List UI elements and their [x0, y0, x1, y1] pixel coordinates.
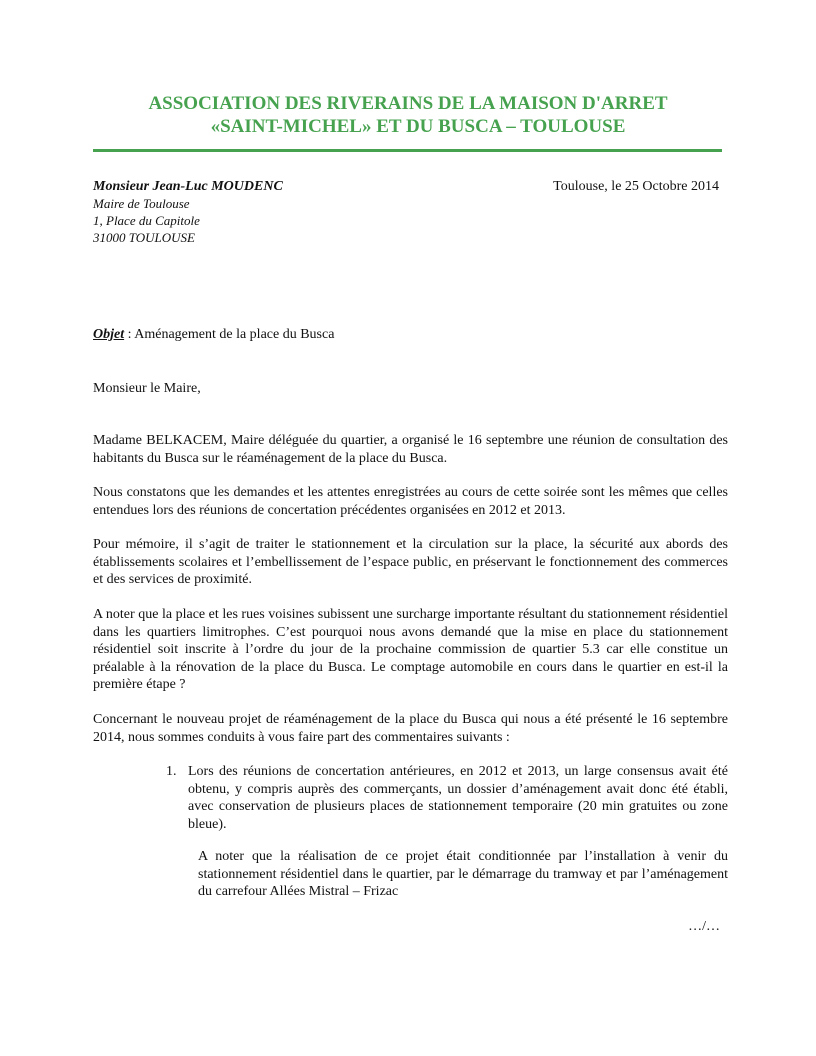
indented-note: A noter que la réalisation de ce projet était conditionnée par l’installation à venir du stationnement résidentiel dans le quartier, par le démarrage du tramway et par l’aménagement du carrefour Allées Mistral – Frizac [198, 849, 728, 900]
recipient-city: 31000 TOULOUSE [93, 230, 195, 245]
page-continuation-mark: …/… [688, 919, 720, 934]
letterhead-line-1: ASSOCIATION DES RIVERAINS DE LA MAISON D'ARRET [148, 93, 668, 114]
list-item-text: Lors des réunions de concertation antérieures, en 2012 et 2013, un large consensus avait été obtenu, y compris auprès des commerçants, un dossier d’aménagement avait donc été établi, avec conservation de plusieurs places de stationnement temporaire (20 min gratuites ou zone bleue). [188, 764, 728, 832]
subject-text: Aménagement de la place du Busca [134, 327, 335, 342]
letterhead-line-2: «SAINT-MICHEL» ET DU BUSCA – TOULOUSE [210, 116, 626, 137]
recipient-street: 1, Place du Capitole [93, 213, 200, 228]
subject-separator: : [124, 327, 135, 342]
list-item-number: 1. [166, 764, 177, 779]
paragraph: A noter que la place et les rues voisines subissent une surcharge importante résultant du stationnement résidentiel dans les quartiers limitrophes. C’est pourquoi nous avons demandé que la mise en place du stationnement résidentiel soit inscrite à l’ordre du jour de la prochaine commission de quartier 5.3 car elle constitue un préalable à la rénovation de la place du Busca. Le comptage automobile en cours dans le quartier en est-il la première étape ? [93, 607, 728, 693]
letter-date: Toulouse, le 25 Octobre 2014 [553, 179, 719, 194]
letterhead [92, 92, 724, 138]
recipient-address [93, 178, 283, 246]
paragraph: Concernant le nouveau projet de réaménagement de la place du Busca qui nous a été présenté le 16 septembre 2014, nous sommes conduits à vous faire part des commentaires suivants : [93, 712, 728, 745]
salutation: Monsieur le Maire, [93, 381, 201, 396]
paragraph: Madame BELKACEM, Maire déléguée du quartier, a organisé le 16 septembre une réunion de consultation des habitants du Busca sur le réaménagement de la place du Busca. [93, 433, 728, 466]
subject-line [93, 326, 334, 344]
subject-label: Objet [93, 327, 125, 342]
numbered-list-item [166, 763, 728, 833]
recipient-name: Monsieur Jean-Luc MOUDENC [93, 179, 283, 194]
paragraph: Nous constatons que les demandes et les attentes enregistrées au cours de cette soirée sont les mêmes que celles entendues lors des réunions de concertation précédentes organisées en 2012 et 2013. [93, 485, 728, 518]
recipient-title: Maire de Toulouse [93, 196, 190, 211]
paragraph: Pour mémoire, il s’agit de traiter le stationnement et la circulation sur la place, la sécurité aux abords des établissements scolaires et l’embellissement de l’espace public, en préservant le fonctionnement des commerces et des services de proximité. [93, 537, 728, 588]
header-divider [93, 149, 722, 152]
